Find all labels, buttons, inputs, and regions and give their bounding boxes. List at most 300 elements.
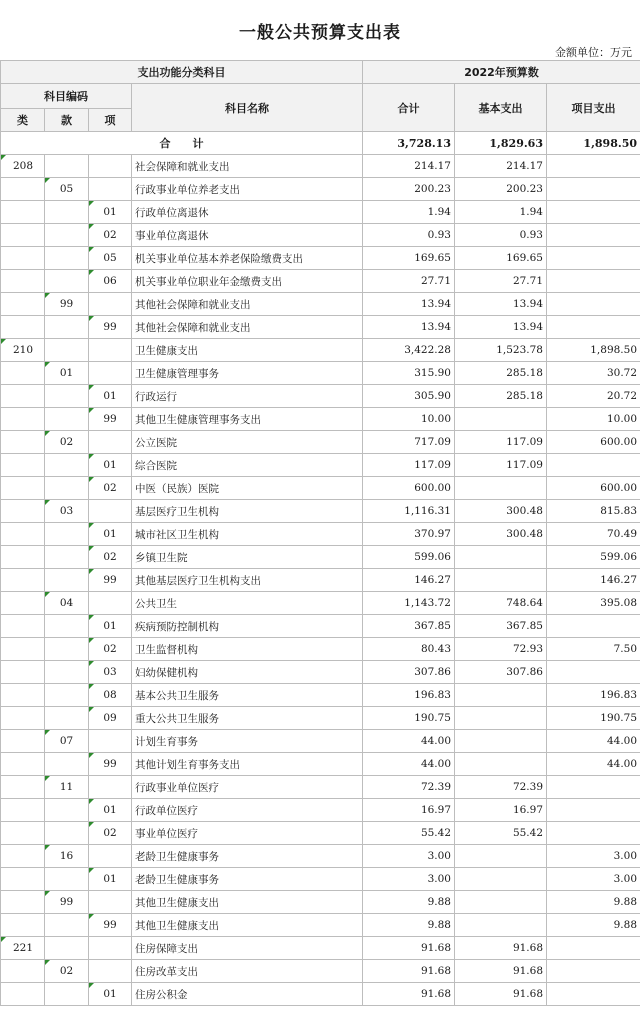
cell-kuan — [45, 914, 89, 937]
cell-xiang: 03 — [89, 661, 132, 684]
cell-lei — [1, 868, 45, 891]
cell-item-name: 其他基层医疗卫生机构支出 — [132, 569, 363, 592]
cell-lei — [1, 316, 45, 339]
cell-lei — [1, 224, 45, 247]
cell-basic: 91.68 — [455, 937, 547, 960]
cell-lei — [1, 730, 45, 753]
cell-xiang: 99 — [89, 914, 132, 937]
cell-basic: 367.85 — [455, 615, 547, 638]
unit-label: 金额单位：万元 — [555, 46, 632, 59]
cell-total: 91.68 — [363, 983, 455, 1006]
cell-project: 44.00 — [547, 753, 640, 776]
header-code-group: 科目编码 — [1, 84, 132, 109]
cell-lei — [1, 983, 45, 1006]
header-total: 合计 — [363, 84, 455, 132]
cell-xiang: 01 — [89, 523, 132, 546]
cell-lei — [1, 845, 45, 868]
cell-kuan: 02 — [45, 960, 89, 983]
cell-kuan — [45, 983, 89, 1006]
cell-total: 13.94 — [363, 316, 455, 339]
cell-total: 117.09 — [363, 454, 455, 477]
cell-project — [547, 822, 640, 845]
cell-project: 1,898.50 — [547, 339, 640, 362]
cell-lei — [1, 891, 45, 914]
cell-kuan: 03 — [45, 500, 89, 523]
cell-project: 600.00 — [547, 431, 640, 454]
table-row — [1, 523, 640, 546]
cell-total: 0.93 — [363, 224, 455, 247]
cell-item-name: 妇幼保健机构 — [132, 661, 363, 684]
cell-xiang: 01 — [89, 385, 132, 408]
cell-xiang: 99 — [89, 408, 132, 431]
cell-lei — [1, 362, 45, 385]
cell-total: 44.00 — [363, 753, 455, 776]
cell-kuan — [45, 937, 89, 960]
cell-basic: 200.23 — [455, 178, 547, 201]
cell-total: 190.75 — [363, 707, 455, 730]
cell-kuan: 05 — [45, 178, 89, 201]
cell-lei — [1, 960, 45, 983]
cell-item-name: 重大公共卫生服务 — [132, 707, 363, 730]
cell-xiang — [89, 730, 132, 753]
cell-basic — [455, 845, 547, 868]
cell-project: 196.83 — [547, 684, 640, 707]
cell-kuan — [45, 385, 89, 408]
cell-xiang: 99 — [89, 316, 132, 339]
header-lei: 类 — [1, 109, 45, 132]
cell-total: 55.42 — [363, 822, 455, 845]
cell-kuan — [45, 201, 89, 224]
table-row — [1, 362, 640, 385]
table-row — [1, 592, 640, 615]
cell-lei — [1, 385, 45, 408]
cell-item-name: 乡镇卫生院 — [132, 546, 363, 569]
table-row — [1, 661, 640, 684]
cell-kuan — [45, 477, 89, 500]
header-item-name: 科目名称 — [132, 84, 363, 132]
cell-project — [547, 960, 640, 983]
cell-total: 80.43 — [363, 638, 455, 661]
header-function-classification: 支出功能分类科目 — [1, 61, 363, 84]
table-row — [1, 868, 640, 891]
cell-basic: 285.18 — [455, 362, 547, 385]
cell-lei — [1, 431, 45, 454]
cell-basic — [455, 408, 547, 431]
cell-basic: 307.86 — [455, 661, 547, 684]
cell-basic — [455, 569, 547, 592]
cell-total: 196.83 — [363, 684, 455, 707]
table-row — [1, 178, 640, 201]
table-row — [1, 247, 640, 270]
total-sum: 3,728.13 — [363, 132, 455, 155]
cell-total: 16.97 — [363, 799, 455, 822]
cell-lei — [1, 454, 45, 477]
cell-item-name: 卫生健康管理事务 — [132, 362, 363, 385]
cell-xiang — [89, 845, 132, 868]
cell-basic: 1.94 — [455, 201, 547, 224]
table-row — [1, 569, 640, 592]
table-row — [1, 224, 640, 247]
cell-basic: 300.48 — [455, 500, 547, 523]
cell-kuan: 99 — [45, 891, 89, 914]
cell-item-name: 行政运行 — [132, 385, 363, 408]
cell-total: 72.39 — [363, 776, 455, 799]
table-row — [1, 316, 640, 339]
cell-project: 599.06 — [547, 546, 640, 569]
table-row — [1, 270, 640, 293]
cell-item-name: 社会保障和就业支出 — [132, 155, 363, 178]
cell-total: 3.00 — [363, 845, 455, 868]
cell-total: 146.27 — [363, 569, 455, 592]
cell-basic: 55.42 — [455, 822, 547, 845]
cell-lei — [1, 523, 45, 546]
cell-item-name: 卫生健康支出 — [132, 339, 363, 362]
cell-item-name: 基层医疗卫生机构 — [132, 500, 363, 523]
cell-total: 169.65 — [363, 247, 455, 270]
cell-total: 10.00 — [363, 408, 455, 431]
cell-project: 10.00 — [547, 408, 640, 431]
cell-xiang: 01 — [89, 615, 132, 638]
table-row — [1, 822, 640, 845]
cell-project — [547, 983, 640, 1006]
cell-xiang: 02 — [89, 546, 132, 569]
cell-lei — [1, 247, 45, 270]
cell-item-name: 综合医院 — [132, 454, 363, 477]
table-row — [1, 776, 640, 799]
cell-lei — [1, 684, 45, 707]
cell-basic: 169.65 — [455, 247, 547, 270]
cell-item-name: 城市社区卫生机构 — [132, 523, 363, 546]
table-row — [1, 431, 640, 454]
cell-total: 214.17 — [363, 155, 455, 178]
cell-basic: 13.94 — [455, 316, 547, 339]
cell-kuan — [45, 661, 89, 684]
cell-item-name: 公共卫生 — [132, 592, 363, 615]
table-row — [1, 500, 640, 523]
cell-lei — [1, 615, 45, 638]
cell-total: 367.85 — [363, 615, 455, 638]
cell-item-name: 住房公积金 — [132, 983, 363, 1006]
cell-kuan: 07 — [45, 730, 89, 753]
cell-lei — [1, 753, 45, 776]
cell-item-name: 基本公共卫生服务 — [132, 684, 363, 707]
header-basic-expenditure: 基本支出 — [455, 84, 547, 132]
cell-item-name: 行政单位医疗 — [132, 799, 363, 822]
cell-xiang: 01 — [89, 799, 132, 822]
cell-project: 146.27 — [547, 569, 640, 592]
cell-project: 190.75 — [547, 707, 640, 730]
cell-lei — [1, 546, 45, 569]
table-row — [1, 408, 640, 431]
cell-kuan: 04 — [45, 592, 89, 615]
table-row — [1, 707, 640, 730]
cell-kuan — [45, 155, 89, 178]
cell-xiang: 01 — [89, 454, 132, 477]
total-basic: 1,829.63 — [455, 132, 547, 155]
cell-total: 27.71 — [363, 270, 455, 293]
cell-xiang — [89, 431, 132, 454]
cell-basic: 16.97 — [455, 799, 547, 822]
cell-project: 9.88 — [547, 891, 640, 914]
cell-total: 305.90 — [363, 385, 455, 408]
cell-total: 3.00 — [363, 868, 455, 891]
header-budget-year: 2022年预算数 — [363, 61, 640, 84]
cell-total: 1.94 — [363, 201, 455, 224]
cell-lei — [1, 592, 45, 615]
header-xiang: 项 — [89, 109, 132, 132]
cell-xiang: 09 — [89, 707, 132, 730]
cell-total: 9.88 — [363, 914, 455, 937]
cell-kuan — [45, 638, 89, 661]
cell-total: 1,143.72 — [363, 592, 455, 615]
table-row — [1, 201, 640, 224]
cell-basic — [455, 546, 547, 569]
cell-item-name: 事业单位离退休 — [132, 224, 363, 247]
cell-item-name: 其他计划生育事务支出 — [132, 753, 363, 776]
cell-xiang: 01 — [89, 868, 132, 891]
cell-kuan — [45, 753, 89, 776]
cell-lei — [1, 408, 45, 431]
cell-total: 370.97 — [363, 523, 455, 546]
cell-lei — [1, 638, 45, 661]
cell-lei: 208 — [1, 155, 45, 178]
cell-basic — [455, 753, 547, 776]
cell-item-name: 计划生育事务 — [132, 730, 363, 753]
cell-project — [547, 224, 640, 247]
cell-project: 20.72 — [547, 385, 640, 408]
cell-lei — [1, 477, 45, 500]
cell-project — [547, 454, 640, 477]
cell-lei — [1, 293, 45, 316]
cell-kuan — [45, 316, 89, 339]
cell-xiang — [89, 362, 132, 385]
cell-kuan — [45, 868, 89, 891]
cell-project: 70.49 — [547, 523, 640, 546]
cell-basic: 285.18 — [455, 385, 547, 408]
cell-lei — [1, 270, 45, 293]
cell-lei — [1, 822, 45, 845]
cell-lei — [1, 707, 45, 730]
cell-lei — [1, 776, 45, 799]
cell-project: 7.50 — [547, 638, 640, 661]
cell-item-name: 机关事业单位职业年金缴费支出 — [132, 270, 363, 293]
table-row — [1, 385, 640, 408]
cell-item-name: 行政单位离退休 — [132, 201, 363, 224]
cell-total: 600.00 — [363, 477, 455, 500]
cell-xiang — [89, 891, 132, 914]
cell-xiang — [89, 500, 132, 523]
cell-project: 600.00 — [547, 477, 640, 500]
cell-kuan — [45, 408, 89, 431]
table-row — [1, 891, 640, 914]
cell-total: 91.68 — [363, 960, 455, 983]
cell-total: 200.23 — [363, 178, 455, 201]
header-kuan: 款 — [45, 109, 89, 132]
table-row — [1, 546, 640, 569]
cell-item-name: 住房保障支出 — [132, 937, 363, 960]
table-row — [1, 753, 640, 776]
cell-basic: 27.71 — [455, 270, 547, 293]
cell-project — [547, 247, 640, 270]
cell-project — [547, 937, 640, 960]
total-project: 1,898.50 — [547, 132, 640, 155]
cell-xiang: 02 — [89, 822, 132, 845]
cell-project — [547, 178, 640, 201]
table-row — [1, 960, 640, 983]
cell-xiang: 99 — [89, 569, 132, 592]
cell-xiang: 01 — [89, 983, 132, 1006]
cell-project — [547, 615, 640, 638]
cell-basic — [455, 730, 547, 753]
cell-kuan — [45, 822, 89, 845]
cell-kuan — [45, 546, 89, 569]
table-row — [1, 293, 640, 316]
cell-project — [547, 201, 640, 224]
budget-table — [0, 60, 640, 1006]
cell-item-name: 老龄卫生健康事务 — [132, 845, 363, 868]
cell-item-name: 其他卫生健康管理事务支出 — [132, 408, 363, 431]
cell-xiang — [89, 178, 132, 201]
table-title: 一般公共预算支出表 — [239, 23, 401, 43]
cell-item-name: 老龄卫生健康事务 — [132, 868, 363, 891]
cell-project: 395.08 — [547, 592, 640, 615]
cell-project — [547, 776, 640, 799]
cell-item-name: 其他卫生健康支出 — [132, 891, 363, 914]
cell-xiang — [89, 937, 132, 960]
cell-item-name: 其他卫生健康支出 — [132, 914, 363, 937]
cell-item-name: 中医（民族）医院 — [132, 477, 363, 500]
table-row — [1, 615, 640, 638]
table-row — [1, 799, 640, 822]
cell-xiang: 01 — [89, 201, 132, 224]
cell-kuan: 01 — [45, 362, 89, 385]
cell-xiang: 06 — [89, 270, 132, 293]
cell-lei — [1, 178, 45, 201]
cell-basic — [455, 684, 547, 707]
cell-basic: 91.68 — [455, 983, 547, 1006]
cell-item-name: 机关事业单位基本养老保险缴费支出 — [132, 247, 363, 270]
cell-lei — [1, 914, 45, 937]
cell-kuan — [45, 684, 89, 707]
cell-basic: 214.17 — [455, 155, 547, 178]
cell-project — [547, 155, 640, 178]
cell-basic: 748.64 — [455, 592, 547, 615]
cell-basic: 72.93 — [455, 638, 547, 661]
cell-project — [547, 661, 640, 684]
cell-lei — [1, 500, 45, 523]
cell-basic: 91.68 — [455, 960, 547, 983]
cell-kuan — [45, 615, 89, 638]
cell-xiang — [89, 960, 132, 983]
cell-basic — [455, 477, 547, 500]
cell-kuan — [45, 454, 89, 477]
table-row — [1, 454, 640, 477]
cell-kuan — [45, 707, 89, 730]
cell-basic: 72.39 — [455, 776, 547, 799]
cell-project — [547, 316, 640, 339]
table-row — [1, 914, 640, 937]
cell-lei: 221 — [1, 937, 45, 960]
cell-kuan — [45, 523, 89, 546]
cell-total: 307.86 — [363, 661, 455, 684]
cell-lei — [1, 201, 45, 224]
cell-total: 13.94 — [363, 293, 455, 316]
cell-project: 44.00 — [547, 730, 640, 753]
cell-project — [547, 270, 640, 293]
cell-item-name: 住房改革支出 — [132, 960, 363, 983]
cell-item-name: 卫生监督机构 — [132, 638, 363, 661]
cell-item-name: 行政事业单位养老支出 — [132, 178, 363, 201]
cell-total: 315.90 — [363, 362, 455, 385]
cell-xiang: 02 — [89, 477, 132, 500]
table-row — [1, 937, 640, 960]
cell-total: 599.06 — [363, 546, 455, 569]
cell-basic: 1,523.78 — [455, 339, 547, 362]
cell-xiang: 02 — [89, 224, 132, 247]
cell-basic: 0.93 — [455, 224, 547, 247]
cell-basic: 117.09 — [455, 431, 547, 454]
table-row — [1, 845, 640, 868]
cell-xiang: 05 — [89, 247, 132, 270]
cell-basic: 117.09 — [455, 454, 547, 477]
cell-total: 1,116.31 — [363, 500, 455, 523]
cell-lei — [1, 569, 45, 592]
cell-project — [547, 799, 640, 822]
cell-kuan: 11 — [45, 776, 89, 799]
cell-item-name: 事业单位医疗 — [132, 822, 363, 845]
cell-lei: 210 — [1, 339, 45, 362]
cell-kuan — [45, 799, 89, 822]
cell-item-name: 公立医院 — [132, 431, 363, 454]
cell-lei — [1, 799, 45, 822]
cell-kuan: 02 — [45, 431, 89, 454]
cell-xiang: 99 — [89, 753, 132, 776]
cell-xiang — [89, 592, 132, 615]
cell-xiang — [89, 339, 132, 362]
cell-project: 815.83 — [547, 500, 640, 523]
cell-xiang — [89, 155, 132, 178]
cell-basic — [455, 868, 547, 891]
table-row — [1, 684, 640, 707]
table-row — [1, 155, 640, 178]
cell-basic — [455, 914, 547, 937]
cell-basic: 13.94 — [455, 293, 547, 316]
table-row — [1, 638, 640, 661]
cell-project: 3.00 — [547, 845, 640, 868]
cell-kuan — [45, 224, 89, 247]
cell-item-name: 其他社会保障和就业支出 — [132, 316, 363, 339]
cell-xiang: 08 — [89, 684, 132, 707]
cell-project — [547, 293, 640, 316]
cell-project: 9.88 — [547, 914, 640, 937]
table-row — [1, 730, 640, 753]
cell-kuan — [45, 339, 89, 362]
cell-basic — [455, 891, 547, 914]
cell-total: 717.09 — [363, 431, 455, 454]
cell-total: 91.68 — [363, 937, 455, 960]
cell-item-name: 疾病预防控制机构 — [132, 615, 363, 638]
cell-kuan — [45, 270, 89, 293]
cell-total: 44.00 — [363, 730, 455, 753]
table-row — [1, 477, 640, 500]
cell-total: 9.88 — [363, 891, 455, 914]
cell-project: 3.00 — [547, 868, 640, 891]
cell-project: 30.72 — [547, 362, 640, 385]
table-row — [1, 983, 640, 1006]
cell-xiang: 02 — [89, 638, 132, 661]
cell-xiang — [89, 776, 132, 799]
total-row — [1, 132, 640, 155]
